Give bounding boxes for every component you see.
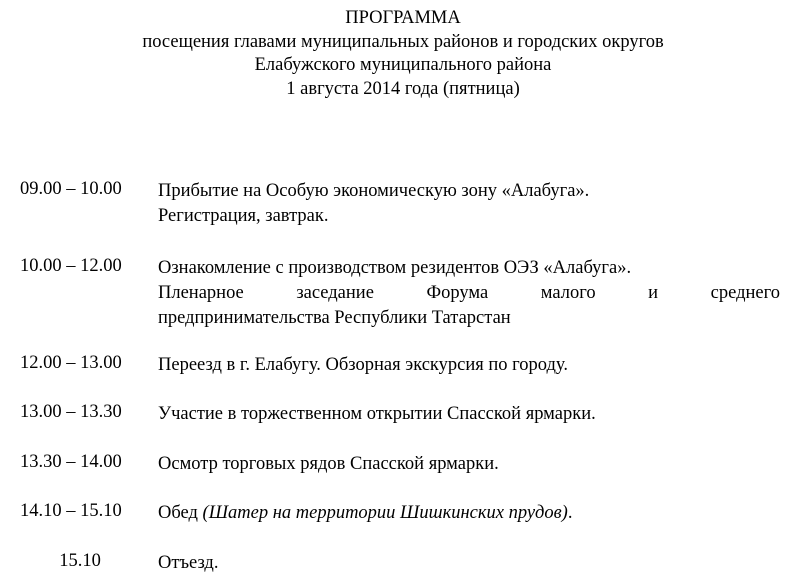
event-line: Переезд в г. Елабугу. Обзорная экскурсия по городу. [158,355,568,375]
event-description [158,256,780,331]
event-line: Отъезд. [158,553,219,573]
event-description [158,551,780,576]
event-description [158,452,780,477]
event-line: Регистрация, завтрак. [158,206,329,226]
event-location-note: (Шатер на территории Шишкинских прудов) [202,503,568,523]
event-line: Осмотр торговых рядов Спасской ярмарки. [158,454,499,474]
event-description [158,501,780,526]
time-range: 09.00 – 10.00 [20,179,122,199]
date-line: 1 августа 2014 года (пятница) [286,78,520,99]
event-description [158,179,780,229]
subtitle-line-1: посещения главами муниципальных районов и городских округов [142,31,664,52]
time-range: 12.00 – 13.00 [20,353,122,373]
event-description [158,353,780,378]
time-range: 14.10 – 15.10 [20,501,122,521]
event-description [158,402,780,427]
subtitle-line-2: Елабужского муниципального района [254,55,552,75]
time-range: 13.30 – 14.00 [20,452,122,472]
event-line: Прибытие на Особую экономическую зону «Алабуга». [158,181,590,201]
event-text-end: . [567,503,573,523]
document-title: ПРОГРАММА [345,8,461,28]
event-line: предпринимательства Республики Татарстан [158,308,511,328]
time-single: 15.10 [59,551,101,571]
event-line: Участие в торжественном открытии Спасской ярмарки. [158,404,596,424]
time-range: 13.00 – 13.30 [20,402,122,422]
event-line: Ознакомление с производством резидентов ОЭЗ «Алабуга». [158,258,632,278]
event-line: Пленарное заседание Форума малого и среднего [158,283,780,303]
document-header [0,7,806,101]
event-line [158,501,780,526]
event-text: Обед [158,503,203,523]
time-range: 10.00 – 12.00 [20,256,122,276]
